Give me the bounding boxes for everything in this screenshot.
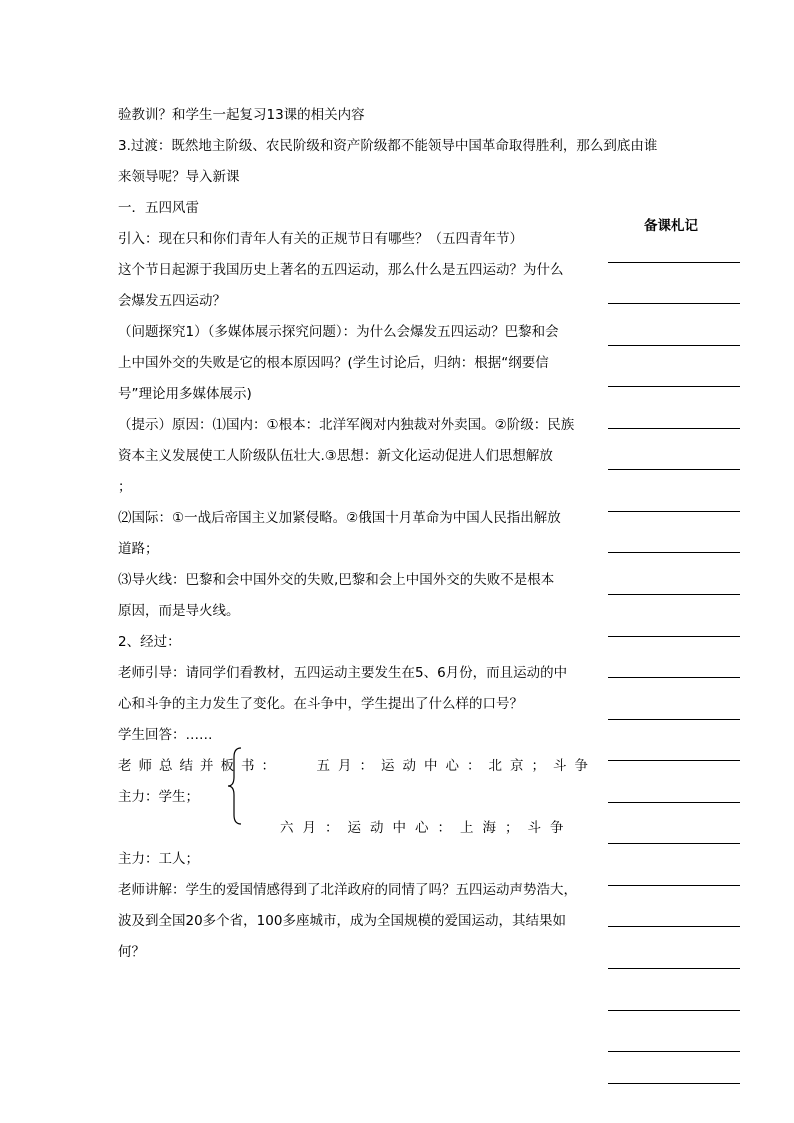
paragraph-origin-1: 这个节日起源于我国历史上著名的五四运动，那么什么是五四运动？为什么 — [118, 262, 564, 278]
paragraph-explanation-2: 波及到全国20多个省，100多座城市，成为全国规模的爱国运动，其结果如 — [118, 913, 566, 929]
board-june-row — [118, 813, 588, 844]
paragraph-causes-domestic-1: （提示）原因：⑴国内：①根本：北洋军阀对内独裁对外卖国。②阶级：民族 — [118, 417, 575, 433]
note-line — [608, 262, 740, 263]
paragraph-explanation-1: 老师讲解：学生的爱国情感得到了北洋政府的同情了吗？五四运动声势浩大， — [118, 882, 577, 898]
section-heading-process: 2、经过： — [118, 634, 181, 650]
paragraph-inquiry-2: 上中国外交的失败是它的根本原因吗？(学生讨论后，归纳：根据“纲要信 — [118, 355, 549, 371]
paragraph-causes-domestic-3: ； — [118, 479, 132, 495]
note-line — [608, 968, 740, 969]
paragraph-trigger-1: ⑶导火线：巴黎和会中国外交的失败,巴黎和会上中国外交的失败不是根本 — [118, 572, 555, 588]
paragraph-student-answer: 学生回答：…… — [118, 727, 213, 743]
paragraph-intro: 引入：现在只和你们青年人有关的正规节日有哪些？（五四青年节） — [118, 231, 523, 247]
paragraph-inquiry-1: （问题探究1）（多媒体展示探究问题）：为什么会爆发五四运动？巴黎和会 — [118, 324, 559, 340]
board-label: 老师总结并板书： — [118, 758, 282, 774]
note-line — [608, 469, 740, 470]
board-summary-row — [118, 751, 596, 782]
board-may: 五月：运动中心：北京；斗争 — [316, 758, 596, 774]
note-line — [608, 677, 740, 678]
note-line — [608, 303, 740, 304]
note-line — [608, 1083, 740, 1084]
paragraph-teacher-guide-2: 心和斗争的主力发生了变化。在斗争中，学生提出了什么样的口号？ — [118, 696, 523, 712]
note-line — [608, 926, 740, 927]
note-line — [608, 511, 740, 512]
paragraph-origin-2: 会爆发五四运动？ — [118, 293, 226, 309]
board-may-continued: 主力：学生； — [118, 789, 199, 805]
note-line — [608, 428, 740, 429]
paragraph-explanation-3: 何？ — [118, 944, 145, 960]
board-june-continued: 主力：工人； — [118, 851, 199, 867]
paragraph-inquiry-3: 号”理论用多媒体展示) — [118, 386, 252, 402]
note-line — [608, 345, 740, 346]
note-line — [608, 552, 740, 553]
paragraph-review: 验教训？和学生一起复习13课的相关内容 — [118, 107, 365, 123]
paragraph-causes-domestic-2: 资本主义发展使工人阶级队伍壮大.③思想：新文化运动促进人们思想解放 — [118, 448, 553, 464]
sidebar-title: 备课札记 — [644, 218, 698, 234]
board-june: 六月：运动中心：上海；斗争 — [280, 820, 573, 836]
section-heading-may-fourth: 一．五四风雷 — [118, 200, 199, 216]
paragraph-trigger-2: 原因，而是导火线。 — [118, 603, 240, 619]
lesson-content — [118, 100, 658, 968]
note-line — [608, 386, 740, 387]
note-line — [608, 719, 740, 720]
curly-brace-icon — [226, 747, 244, 825]
note-line — [608, 1010, 740, 1011]
note-line — [608, 885, 740, 886]
paragraph-transition-2: 来领导呢？导入新课 — [118, 169, 240, 185]
paragraph-teacher-guide-1: 老师引导：请同学们看教材，五四运动主要发生在5、6月份，而且运动的中 — [118, 665, 568, 681]
paragraph-causes-international-1: ⑵国际：①一战后帝国主义加紧侵略。②俄国十月革命为中国人民指出解放 — [118, 510, 561, 526]
note-line — [608, 636, 740, 637]
note-line — [608, 802, 740, 803]
paragraph-causes-international-2: 道路； — [118, 541, 159, 557]
note-line — [608, 760, 740, 761]
note-line — [608, 594, 740, 595]
paragraph-transition-1: 3.过渡：既然地主阶级、农民阶级和资产阶级都不能领导中国革命取得胜利，那么到底由谁 — [118, 138, 658, 154]
note-line — [608, 1051, 740, 1052]
note-line — [608, 843, 740, 844]
